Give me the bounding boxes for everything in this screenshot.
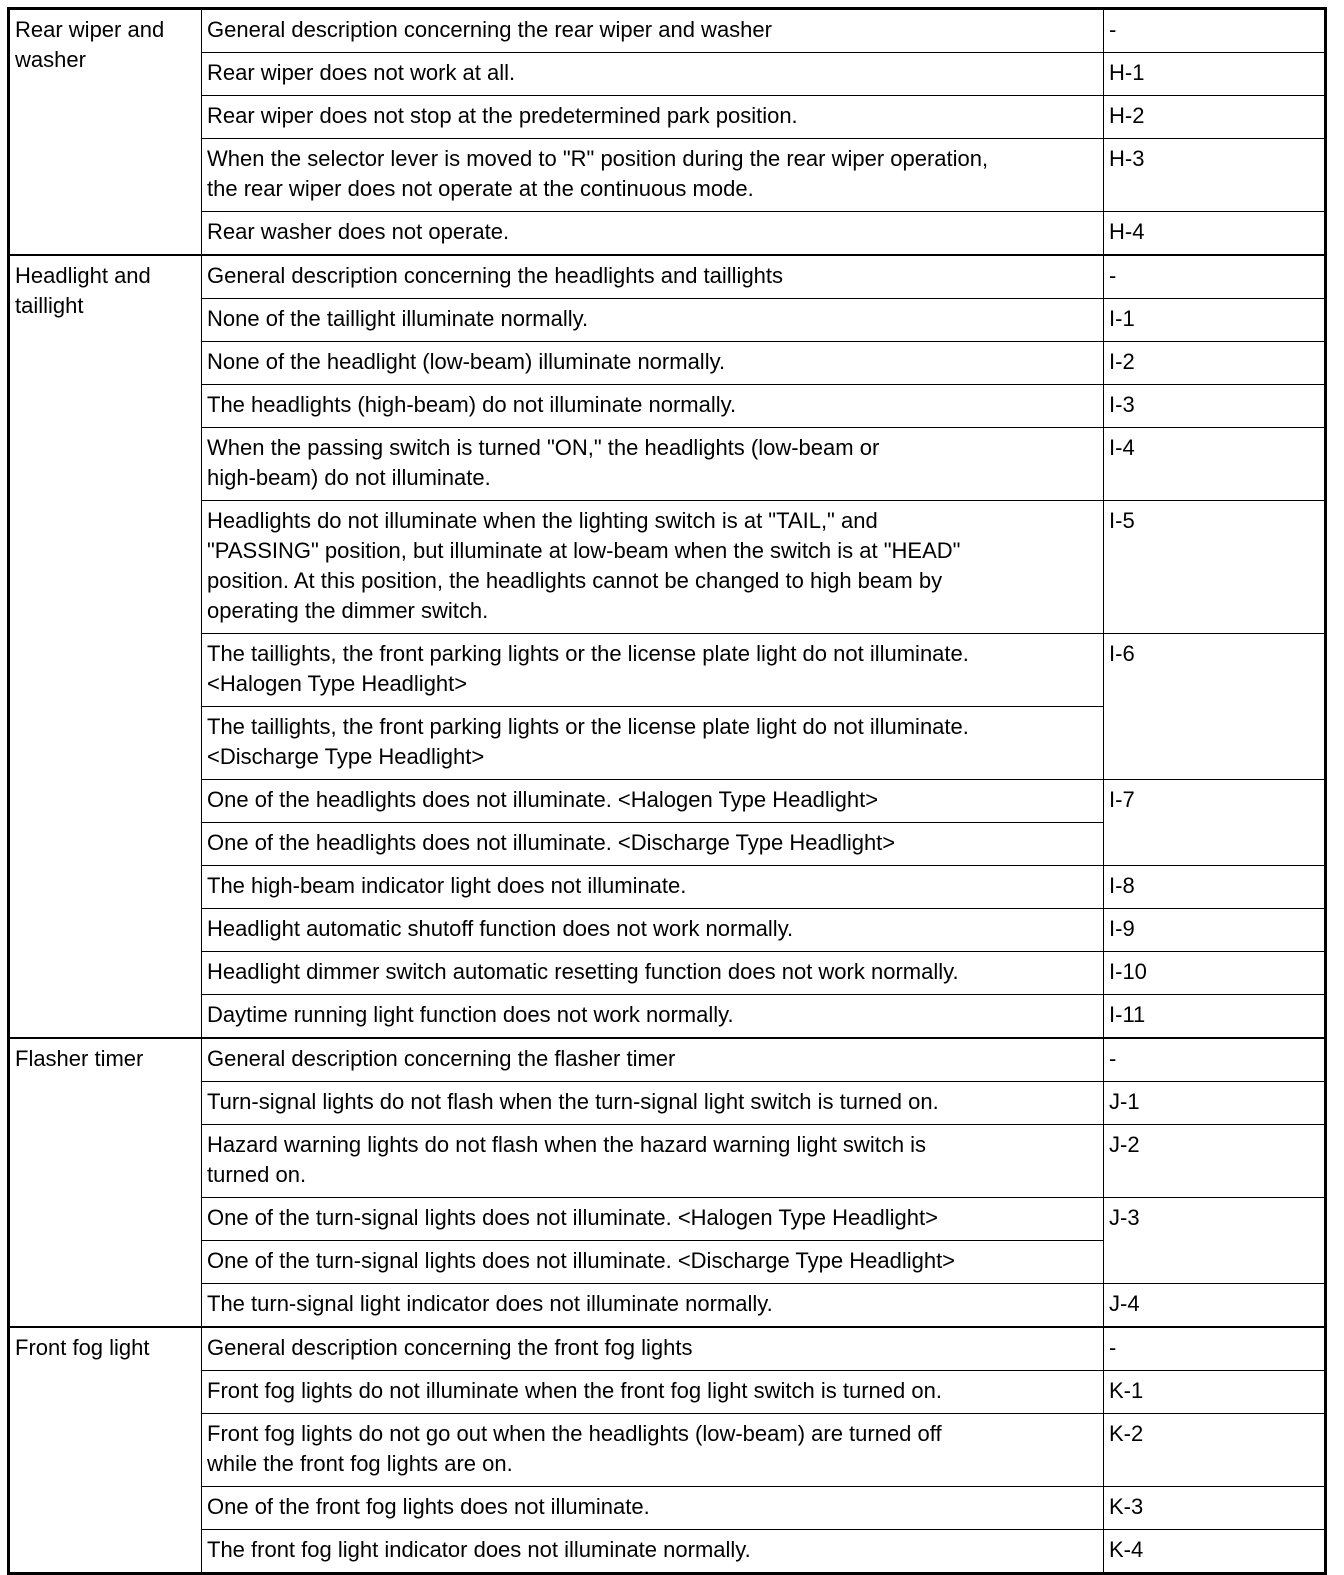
table-row <box>9 212 1326 256</box>
table-row <box>9 1487 1326 1530</box>
code-cell: - <box>1104 255 1326 299</box>
code-cell: I-4 <box>1104 428 1326 501</box>
description-cell: General description concerning the headlights and taillights <box>202 255 1104 299</box>
code-cell: K-2 <box>1104 1414 1326 1487</box>
description-cell: Rear wiper does not work at all. <box>202 53 1104 96</box>
code-cell: - <box>1104 1038 1326 1082</box>
table-row <box>9 96 1326 139</box>
table-row <box>9 1198 1326 1241</box>
code-cell: I-2 <box>1104 342 1326 385</box>
description-cell: One of the headlights does not illuminate. <Halogen Type Headlight> <box>202 780 1104 823</box>
code-cell: - <box>1104 1327 1326 1371</box>
code-cell: J-1 <box>1104 1082 1326 1125</box>
description-cell: General description concerning the front fog lights <box>202 1327 1104 1371</box>
description-cell: When the passing switch is turned "ON," the headlights (low-beam or high-beam) do not illuminate. <box>202 428 1104 501</box>
table-body <box>9 9 1326 1574</box>
description-cell: Hazard warning lights do not flash when the hazard warning light switch is turned on. <box>202 1125 1104 1198</box>
table-row <box>9 634 1326 707</box>
table-row <box>9 1414 1326 1487</box>
table-row <box>9 299 1326 342</box>
description-cell: The turn-signal light indicator does not illuminate normally. <box>202 1284 1104 1328</box>
code-cell: I-7 <box>1104 780 1326 866</box>
code-cell: H-4 <box>1104 212 1326 256</box>
description-cell: Front fog lights do not go out when the headlights (low-beam) are turned off while the front fog lights are on. <box>202 1414 1104 1487</box>
description-cell: The taillights, the front parking lights or the license plate light do not illuminate. <Discharge Type Headlight> <box>202 707 1104 780</box>
table-row <box>9 9 1326 53</box>
table-row <box>9 995 1326 1039</box>
code-cell: K-1 <box>1104 1371 1326 1414</box>
category-cell: Front fog light <box>9 1327 202 1574</box>
table-row <box>9 428 1326 501</box>
table-row <box>9 255 1326 299</box>
table-row <box>9 1371 1326 1414</box>
code-cell: I-11 <box>1104 995 1326 1039</box>
table-row <box>9 385 1326 428</box>
description-cell: One of the headlights does not illuminate. <Discharge Type Headlight> <box>202 823 1104 866</box>
description-cell: One of the front fog lights does not illuminate. <box>202 1487 1104 1530</box>
code-cell: - <box>1104 9 1326 53</box>
table-row <box>9 780 1326 823</box>
description-cell: None of the headlight (low-beam) illuminate normally. <box>202 342 1104 385</box>
category-cell: Rear wiper and washer <box>9 9 202 256</box>
code-cell: I-8 <box>1104 866 1326 909</box>
code-cell: I-1 <box>1104 299 1326 342</box>
code-cell: H-1 <box>1104 53 1326 96</box>
code-cell: I-5 <box>1104 501 1326 634</box>
description-cell: Rear washer does not operate. <box>202 212 1104 256</box>
troubleshooting-table <box>7 7 1327 1575</box>
description-cell: Daytime running light function does not work normally. <box>202 995 1104 1039</box>
code-cell: K-4 <box>1104 1530 1326 1574</box>
table-row <box>9 1082 1326 1125</box>
description-cell: Headlight dimmer switch automatic resetting function does not work normally. <box>202 952 1104 995</box>
code-cell: K-3 <box>1104 1487 1326 1530</box>
description-cell: One of the turn-signal lights does not illuminate. <Discharge Type Headlight> <box>202 1241 1104 1284</box>
description-cell: The front fog light indicator does not illuminate normally. <box>202 1530 1104 1574</box>
code-cell: I-6 <box>1104 634 1326 780</box>
table-row <box>9 53 1326 96</box>
table-row <box>9 1038 1326 1082</box>
description-cell: The high-beam indicator light does not illuminate. <box>202 866 1104 909</box>
table-row <box>9 139 1326 212</box>
code-cell: I-9 <box>1104 909 1326 952</box>
table-row <box>9 1284 1326 1328</box>
table-row <box>9 1327 1326 1371</box>
code-cell: I-10 <box>1104 952 1326 995</box>
table-row <box>9 866 1326 909</box>
code-cell: H-3 <box>1104 139 1326 212</box>
description-cell: General description concerning the rear wiper and washer <box>202 9 1104 53</box>
description-cell: General description concerning the flasher timer <box>202 1038 1104 1082</box>
table-row <box>9 1530 1326 1574</box>
code-cell: I-3 <box>1104 385 1326 428</box>
code-cell: J-3 <box>1104 1198 1326 1284</box>
description-cell: The taillights, the front parking lights or the license plate light do not illuminate. <Halogen Type Headlight> <box>202 634 1104 707</box>
description-cell: None of the taillight illuminate normally. <box>202 299 1104 342</box>
description-cell: One of the turn-signal lights does not illuminate. <Halogen Type Headlight> <box>202 1198 1104 1241</box>
table-row <box>9 342 1326 385</box>
description-cell: Front fog lights do not illuminate when the front fog light switch is turned on. <box>202 1371 1104 1414</box>
table-row <box>9 501 1326 634</box>
table-row <box>9 1125 1326 1198</box>
code-cell: J-4 <box>1104 1284 1326 1328</box>
category-cell: Flasher timer <box>9 1038 202 1327</box>
description-cell: When the selector lever is moved to "R" position during the rear wiper operation, the rear wiper does not operate at the continuous mode. <box>202 139 1104 212</box>
code-cell: H-2 <box>1104 96 1326 139</box>
description-cell: Headlights do not illuminate when the lighting switch is at "TAIL," and "PASSING" position, but illuminate at low-beam when the switch is at "HEAD" position. At this position, the headlights cannot be changed to high beam by operating the dimmer switch. <box>202 501 1104 634</box>
category-cell: Headlight and taillight <box>9 255 202 1038</box>
description-cell: Turn-signal lights do not flash when the turn-signal light switch is turned on. <box>202 1082 1104 1125</box>
table-row <box>9 952 1326 995</box>
table-row <box>9 909 1326 952</box>
description-cell: Rear wiper does not stop at the predetermined park position. <box>202 96 1104 139</box>
description-cell: The headlights (high-beam) do not illuminate normally. <box>202 385 1104 428</box>
description-cell: Headlight automatic shutoff function does not work normally. <box>202 909 1104 952</box>
code-cell: J-2 <box>1104 1125 1326 1198</box>
